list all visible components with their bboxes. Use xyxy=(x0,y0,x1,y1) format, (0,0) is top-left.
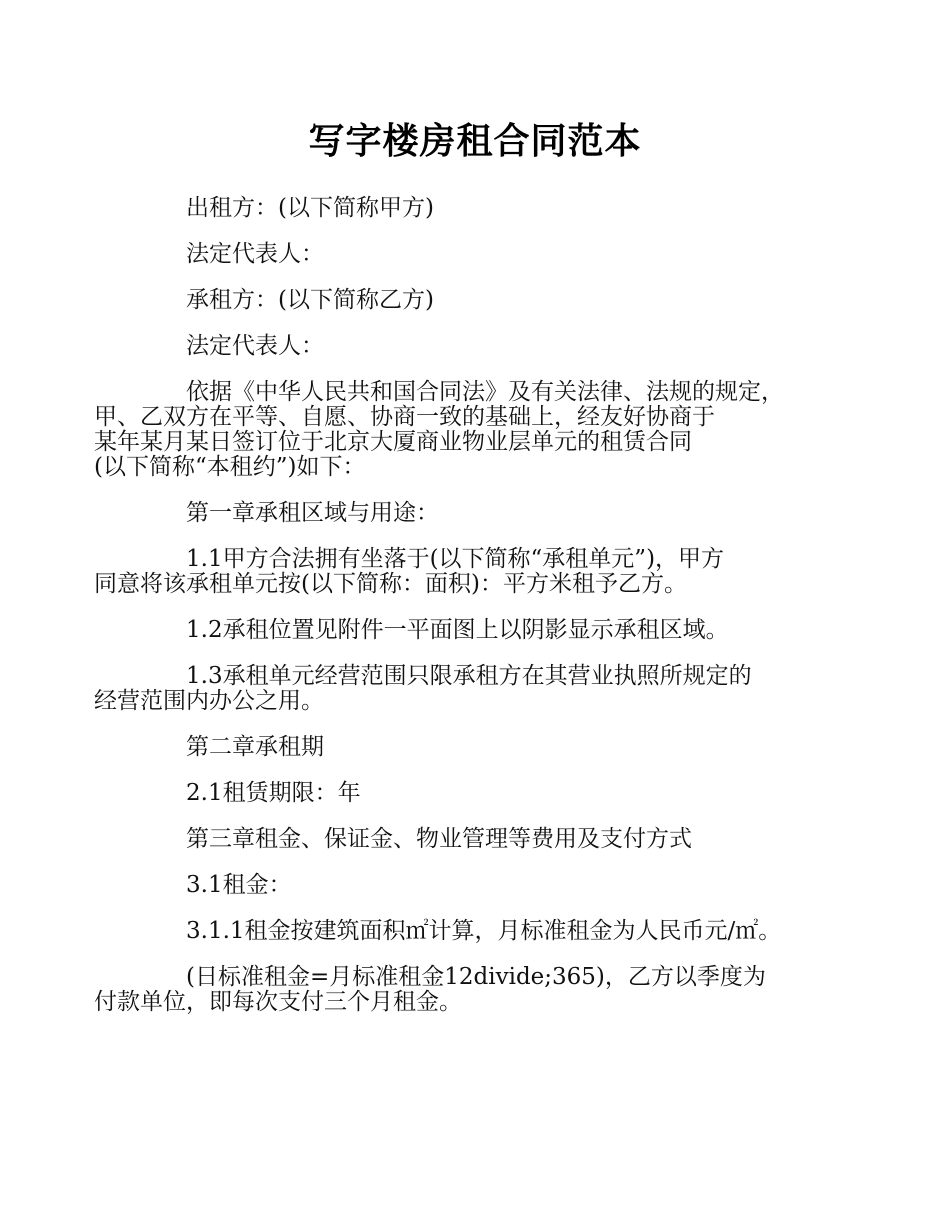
chapter-heading-1 xyxy=(140,501,820,526)
paragraph-line: 法定代表人： xyxy=(186,241,324,267)
paragraph-line: 第二章承租期 xyxy=(186,734,324,760)
document-body xyxy=(94,195,820,1036)
paragraph-line: 第三章租金、保证金、物业管理等费用及支付方式 xyxy=(186,826,692,852)
paragraph-line: (以下简称“本租约”)如下： xyxy=(94,454,366,480)
clause-1-2 xyxy=(140,618,820,643)
clause-3-1 xyxy=(140,873,820,898)
paragraph-line: 同意将该承租单元按(以下简称：面积)：平方米租予乙方。 xyxy=(94,571,687,597)
paragraph-line: 1.3承租单元经营范围只限承租方在其营业执照所规定的 xyxy=(186,663,752,689)
clause-3-1-1 xyxy=(140,919,820,944)
paragraph-line: 第一章承租区域与用途： xyxy=(186,500,439,526)
paragraph-line: 3.1.1租金按建筑面积㎡计算，月标准租金为人民币元/㎡。 xyxy=(186,918,782,944)
paragraph-lessor xyxy=(140,196,820,221)
paragraph-lessee-representative xyxy=(140,334,820,359)
chapter-heading-3 xyxy=(140,827,820,852)
chapter-heading-2 xyxy=(140,735,820,760)
clause-daily-rent xyxy=(94,964,820,1015)
paragraph-lessee xyxy=(140,288,820,313)
paragraph-preamble xyxy=(94,379,820,480)
clause-1-3 xyxy=(94,663,820,714)
paragraph-line: 经营范围内办公之用。 xyxy=(94,688,324,714)
paragraph-line: 承租方：(以下简称乙方) xyxy=(186,287,434,313)
clause-2-1 xyxy=(140,781,820,806)
paragraph-line: 1.2承租位置见附件一平面图上以阴影显示承租区域。 xyxy=(186,617,729,643)
paragraph-line: 甲、乙双方在平等、自愿、协商一致的基础上，经友好协商于 xyxy=(94,404,715,430)
document-title: 写字楼房租合同范本 xyxy=(308,121,642,162)
paragraph-line: 出租方：(以下简称甲方) xyxy=(186,195,434,221)
paragraph-line: 3.1租金： xyxy=(186,872,292,898)
paragraph-line: 1.1甲方合法拥有坐落于(以下简称“承租单元”)，甲方 xyxy=(186,546,725,572)
paragraph-line: 2.1租赁期限：年 xyxy=(186,780,361,806)
paragraph-lessor-representative xyxy=(140,242,820,267)
paragraph-line: 付款单位，即每次支付三个月租金。 xyxy=(94,989,462,1015)
clause-1-1 xyxy=(94,546,820,597)
paragraph-line: 依据《中华人民共和国合同法》及有关法律、法规的规定， xyxy=(186,379,784,405)
paragraph-line: (日标准租金=月标准租金12divide;365)，乙方以季度为 xyxy=(186,964,766,990)
paragraph-line: 法定代表人： xyxy=(186,333,324,359)
paragraph-line: 某年某月某日签订位于北京大厦商业物业层单元的租赁合同 xyxy=(94,429,692,455)
